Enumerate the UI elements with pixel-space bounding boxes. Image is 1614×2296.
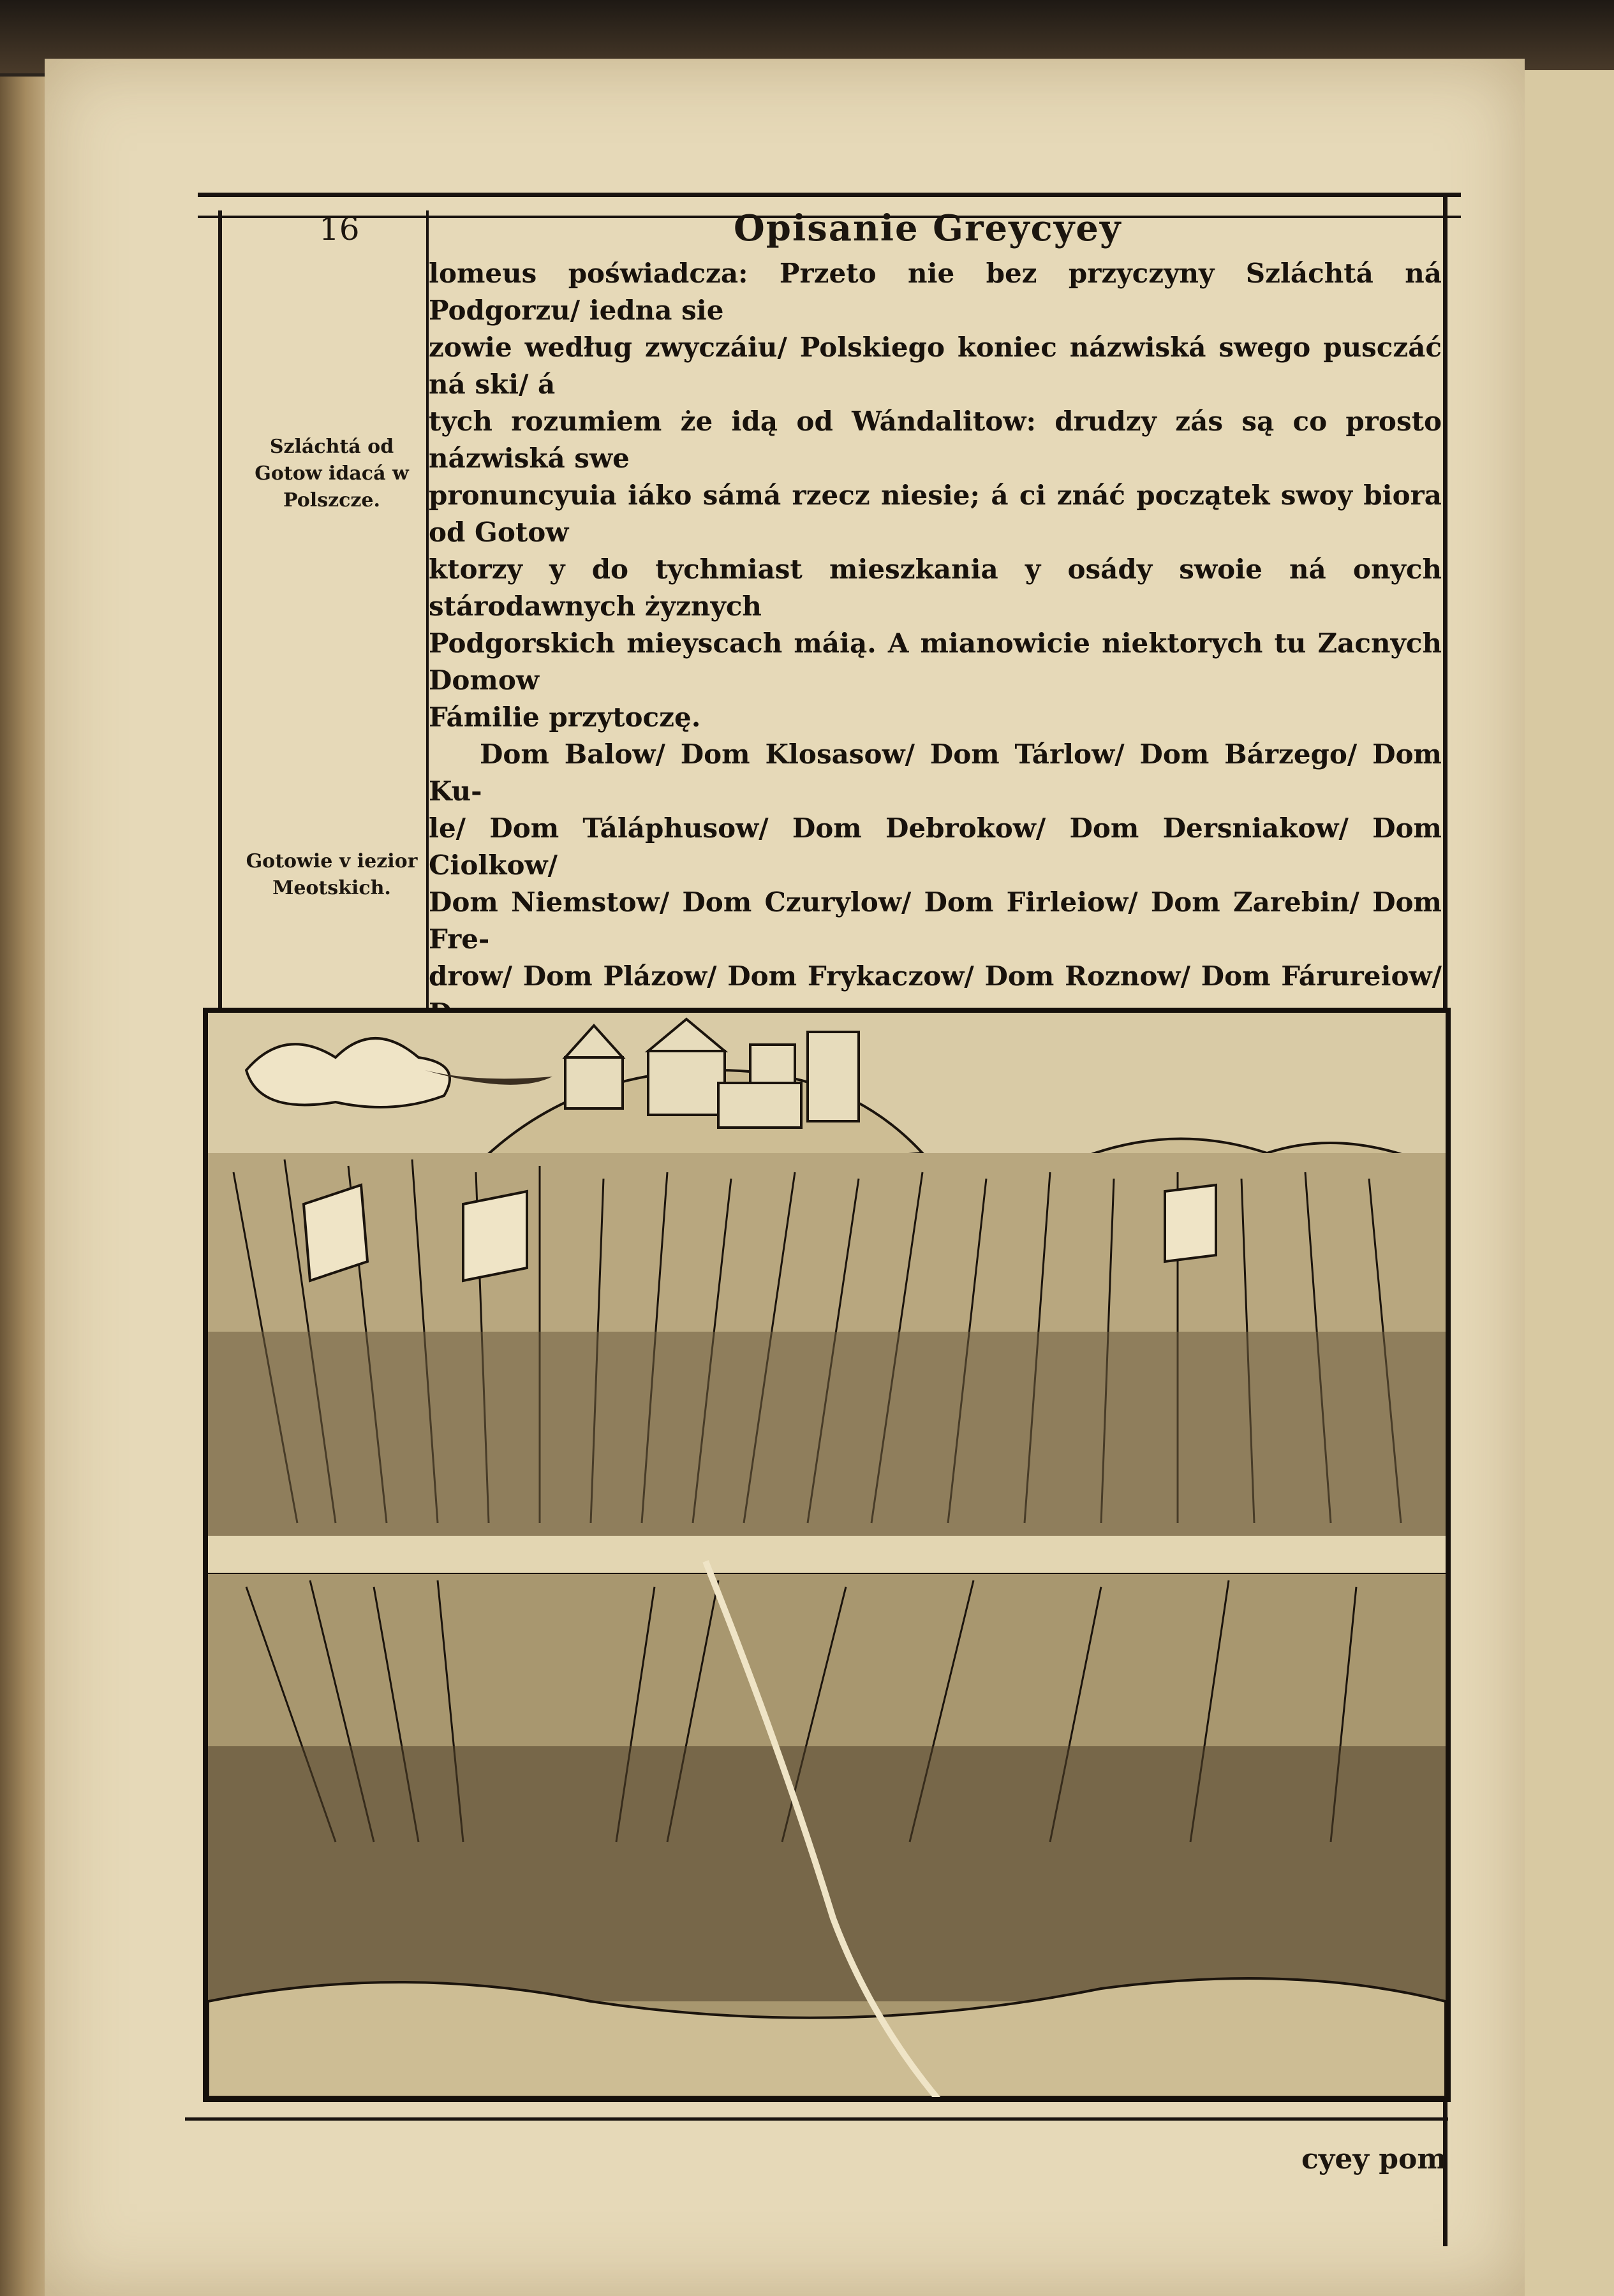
text-line: ktorzy y do tychmiast mieszkania y osády swoie ná onych stárodawnych żyznych (429, 554, 1442, 622)
frame-rule-left (218, 210, 222, 1020)
battle-scene-image (208, 1013, 1446, 2097)
text-line: lomeus poświadcza: Przeto nie bez przyczyny Szláchtá ná Podgorzu/ iedna sie (429, 258, 1442, 326)
text-line: pronuncyuia iáko sámá rzecz niesie; á ci znáć początek swoy biora od Gotow (429, 480, 1442, 548)
page-number: 16 (319, 210, 360, 247)
margin-note-goths: Gotowie v iezior Meotskich. (246, 850, 418, 899)
catchword: cyey pom (1301, 2143, 1447, 2175)
text-line: le/ Dom Táláphusow/ Dom Debrokow/ Dom Dersniakow/ Dom Ciolkow/ (429, 813, 1442, 881)
facing-page (1518, 70, 1614, 2296)
text-line: Dom Niemstow/ Dom Czurylow/ Dom Firleiow/ Dom Zarebin/ Dom Fre- (429, 887, 1442, 955)
frame-rule-bottom (185, 2117, 1448, 2121)
text-line: drow/ Dom Plázow/ Dom Frykaczow/ Dom Roznow/ Dom Fárureiow/ (429, 960, 1442, 992)
text-line: Fámilie przytoczę. (429, 702, 701, 733)
text-line: Podgorskich mieyscach máią. A mianowicie niektorych tu Zacnych Domow (429, 628, 1442, 696)
text-line: Dom Balow/ Dom Klosasow/ Dom Tárlow/ Dom Bárzego/ Dom Ku- (429, 739, 1442, 807)
woodcut-illustration (203, 1008, 1451, 2102)
text-line: tych rozumiem że idą od Wándalitow: drudzy zás są co prosto názwiská swe (429, 406, 1442, 474)
margin-note-nobility: Szláchtá od Gotow idacá w Polszcze. (255, 436, 409, 511)
running-head: Opisanie Greycyey (734, 207, 1122, 249)
frame-rule-top (198, 193, 1461, 197)
text-line: zowie według zwyczáiu/ Polskiego koniec názwiská swego pusczáć ná ski/ á (429, 332, 1442, 400)
